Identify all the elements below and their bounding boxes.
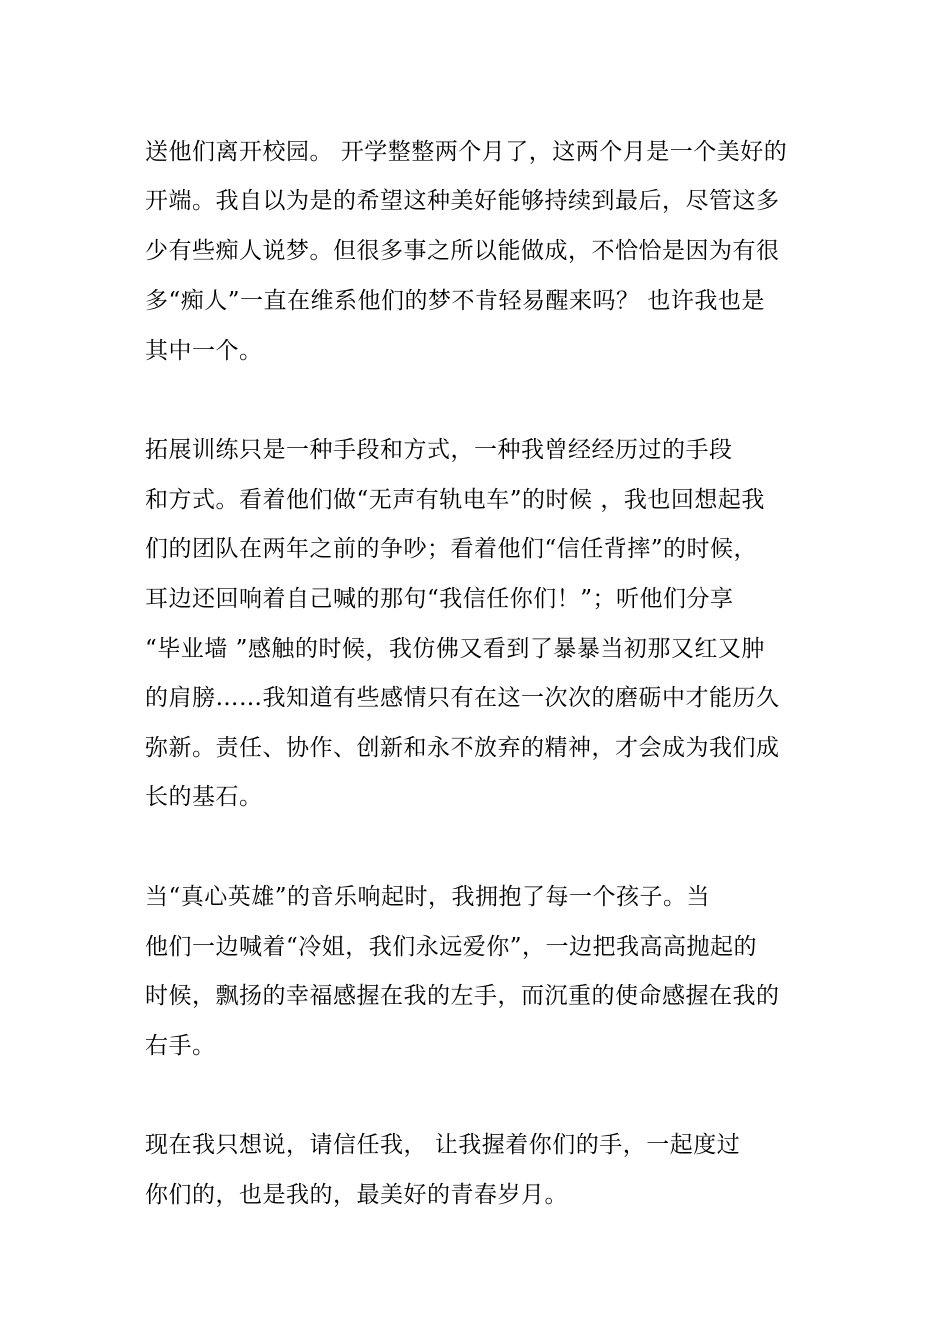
- text-line: 现在我只想说，请信任我， 让我握着你们的手，一起度过: [145, 1132, 741, 1158]
- text-line: 长的基石。: [145, 784, 263, 810]
- text-line: 弥新。责任、协作、创新和永不放弃的精神，才会成为我们成: [145, 735, 780, 761]
- text-line: 其中一个。: [145, 338, 263, 364]
- text-line: 时候，飘扬的幸福感握在我的左手，而沉重的使命感握在我的: [145, 983, 780, 1009]
- text-line: 右手。: [145, 1033, 216, 1059]
- text-line: 耳边还回响着自己喊的那句“我信任你们！”；听他们分享: [145, 586, 734, 612]
- text-line: 他们一边喊着“冷姐，我们永远爱你”，一边把我高高抛起的: [145, 934, 758, 960]
- text-line: 你们的，也是我的，最美好的青春岁月。: [145, 1182, 568, 1208]
- text-line: 拓展训练只是一种手段和方式，一种我曾经经历过的手段: [145, 437, 733, 463]
- text-line: 的肩膀……我知道有些感情只有在这一次次的磨砺中才能历久: [145, 685, 780, 711]
- text-line: 开端。我自以为是的希望这种美好能够持续到最后，尽管这多: [145, 188, 780, 214]
- text-line: 送他们离开校园。 开学整整两个月了，这两个月是一个美好的: [145, 139, 788, 165]
- text-line: “毕业墙 ”感触的时候，我仿佛又看到了暴暴当初那又红又肿: [145, 636, 765, 662]
- text-line: 当“真心英雄”的音乐响起时，我拥抱了每一个孩子。当: [145, 884, 711, 910]
- text-line: 和方式。看着他们做“无声有轨电车”的时候 ，我也回想起我: [145, 487, 765, 513]
- text-line: 少有些痴人说梦。但很多事之所以能做成，不恰恰是因为有很: [145, 238, 780, 264]
- text-line: 们的团队在两年之前的争吵；看着他们“信任背摔”的时候，: [145, 536, 758, 562]
- text-line: 多“痴人”一直在维系他们的梦不肯轻易醒来吗？ 也许我也是: [145, 288, 765, 314]
